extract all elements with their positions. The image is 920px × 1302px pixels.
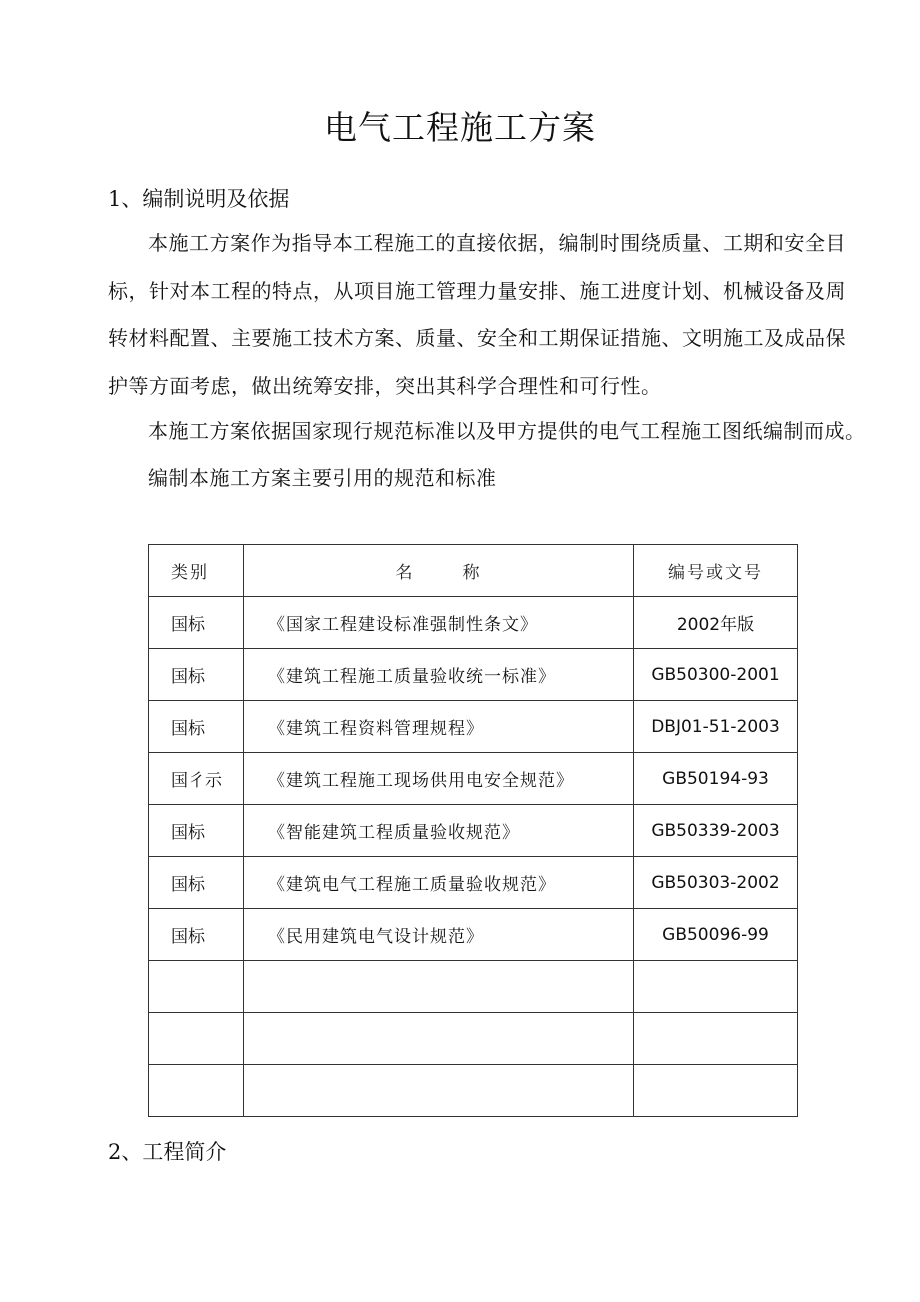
row-category: 国标 <box>149 649 244 701</box>
row-code <box>634 1013 798 1065</box>
table-row <box>149 857 798 909</box>
row-code: GB50194-93 <box>634 753 798 805</box>
row-name: 《国家工程建设标准强制性条文》 <box>244 597 634 649</box>
row-name <box>244 1065 634 1117</box>
row-code: DBJ01-51-2003 <box>634 701 798 753</box>
table-header-row <box>149 545 798 597</box>
row-category <box>149 1065 244 1117</box>
row-category: 国彳示 <box>149 753 244 805</box>
row-name <box>244 961 634 1013</box>
row-category <box>149 961 244 1013</box>
table-row-empty <box>149 1065 798 1117</box>
row-code: GB50300-2001 <box>634 649 798 701</box>
table-row <box>149 805 798 857</box>
header-name-part2: 称 <box>462 563 482 583</box>
table-row <box>149 909 798 961</box>
section1-paragraph2: 本施工方案依据国家现行规范标准以及甲方提供的电气工程施工图纸编制而成。 <box>148 419 866 443</box>
row-code: GB50339-2003 <box>634 805 798 857</box>
section1-heading: 1、编制说明及依据 <box>108 187 290 211</box>
row-category: 国标 <box>149 909 244 961</box>
row-name: 《智能建筑工程质量验收规范》 <box>244 805 634 857</box>
row-name: 《建筑工程施工质量验收统一标准》 <box>244 649 634 701</box>
row-name <box>244 1013 634 1065</box>
section1-paragraph1: 本施工方案作为指导本工程施工的直接依据，编制时围绕质量、工期和安全目标，针对本工程的特点，从项目施工管理力量安排、施工进度计划、机械设备及周转材料配置、主要施工技术方案、质量、安全和工期保证措施、文明施工及成品保护等方面考虑，做出统筹安排，突出其科学合理性和可行性。 <box>108 231 846 398</box>
section2-heading: 2、工程简介 <box>108 1140 227 1164</box>
header-category: 类别 <box>149 545 244 597</box>
table-row <box>149 597 798 649</box>
row-category <box>149 1013 244 1065</box>
row-name: 《建筑工程资料管理规程》 <box>244 701 634 753</box>
row-category: 国标 <box>149 857 244 909</box>
section1-paragraph3: 编制本施工方案主要引用的规范和标准 <box>148 466 497 490</box>
table-row <box>149 701 798 753</box>
row-code <box>634 961 798 1013</box>
header-name <box>244 545 634 597</box>
table-row-empty <box>149 961 798 1013</box>
table-row <box>149 753 798 805</box>
row-category: 国标 <box>149 597 244 649</box>
row-name: 《建筑电气工程施工质量验收规范》 <box>244 857 634 909</box>
row-code: GB50303-2002 <box>634 857 798 909</box>
header-code: 编号或文号 <box>634 545 798 597</box>
row-code: GB50096-99 <box>634 909 798 961</box>
standards-table <box>148 544 798 1117</box>
row-name: 《建筑工程施工现场供用电安全规范》 <box>244 753 634 805</box>
row-code: 2002年版 <box>634 597 798 649</box>
row-code <box>634 1065 798 1117</box>
table-row <box>149 649 798 701</box>
row-category: 国标 <box>149 701 244 753</box>
header-name-part1: 名 <box>395 563 415 583</box>
table-row-empty <box>149 1013 798 1065</box>
row-category: 国标 <box>149 805 244 857</box>
row-name: 《民用建筑电气设计规范》 <box>244 909 634 961</box>
document-title: 电气工程施工方案 <box>324 108 596 147</box>
